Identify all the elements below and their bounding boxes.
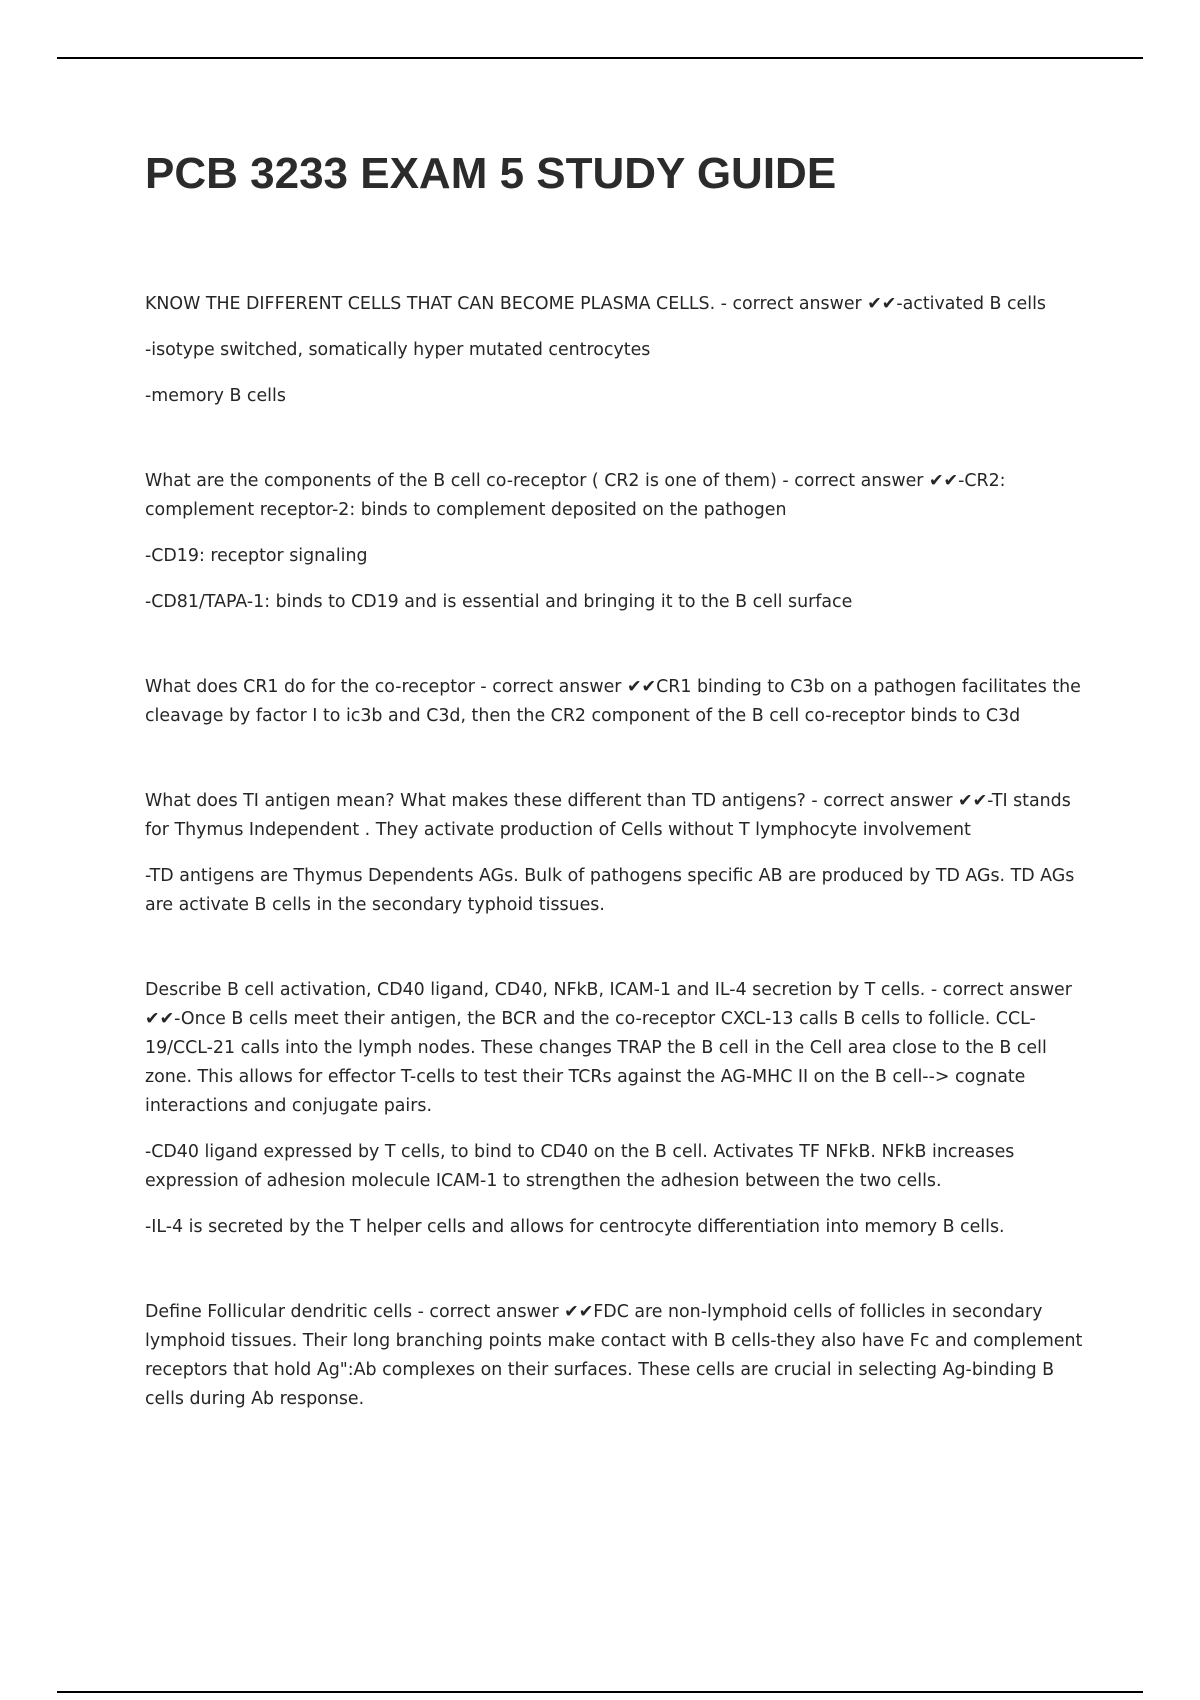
- qa-answer-line: -isotype switched, somatically hyper mutated centrocytes: [145, 340, 651, 360]
- qa-answer-line: -memory B cells: [145, 386, 286, 406]
- qa-item: [145, 1298, 1095, 1414]
- bottom-divider: [57, 1691, 1143, 1693]
- qa-question-answer: What are the components of the B cell co-receptor ( CR2 is one of them) - correct answer ✔✔-CR2: complement receptor-2: binds to complement deposited on the pathogen: [145, 471, 1006, 520]
- page-title: PCB 3233 EXAM 5 STUDY GUIDE: [145, 149, 837, 198]
- qa-question-answer: KNOW THE DIFFERENT CELLS THAT CAN BECOME PLASMA CELLS. - correct answer ✔✔-activated B cells: [145, 294, 1046, 314]
- qa-question-answer: What does CR1 do for the co-receptor - correct answer ✔✔CR1 binding to C3b on a pathogen facilitates the cleavage by factor I to ic3b and C3d, then the CR2 component of the B cell co-receptor binds to C3d: [145, 677, 1081, 726]
- qa-question-answer: Describe B cell activation, CD40 ligand, CD40, NFkB, ICAM-1 and IL-4 secretion by T cells. - correct answer ✔✔-Once B cells meet their antigen, the BCR and the co-receptor CXCL-13 calls B cells to follicle. CCL-19/CCL-21 calls into the lymph nodes. These changes TRAP the B cell in the Cell area close to the B cell zone. This allows for effector T-cells to test their TCRs against the AG-MHC II on the B cell--> cognate interactions and conjugate pairs.: [145, 980, 1072, 1116]
- qa-item: [145, 787, 1095, 920]
- qa-answer-line: -IL-4 is secreted by the T helper cells and allows for centrocyte differentiation into memory B cells.: [145, 1217, 1005, 1237]
- qa-item: [145, 976, 1095, 1242]
- qa-question-answer: Define Follicular dendritic cells - correct answer ✔✔FDC are non-lymphoid cells of follicles in secondary lymphoid tissues. Their long branching points make contact with B cells-they also have Fc and complement receptors that hold Ag":Ab complexes on their surfaces. These cells are crucial in selecting Ag-binding B cells during Ab response.: [145, 1302, 1083, 1409]
- qa-question-answer: What does TI antigen mean? What makes these different than TD antigens? - correct answer ✔✔-TI stands for Thymus Independent . They activate production of Cells without T lymphocyte involvement: [145, 791, 1071, 840]
- qa-answer-line: -CD81/TAPA-1: binds to CD19 and is essential and bringing it to the B cell surface: [145, 592, 853, 612]
- qa-item: [145, 673, 1095, 731]
- study-guide-body: [145, 290, 1095, 1470]
- qa-answer-line: -CD40 ligand expressed by T cells, to bind to CD40 on the B cell. Activates TF NFkB. NFkB increases expression of adhesion molecule ICAM-1 to strengthen the adhesion between the two cells.: [145, 1142, 1015, 1191]
- qa-item: [145, 290, 1095, 411]
- qa-answer-line: -TD antigens are Thymus Dependents AGs. Bulk of pathogens specific AB are produced by TD AGs. TD AGs are activate B cells in the secondary typhoid tissues.: [145, 866, 1075, 915]
- top-divider: [57, 57, 1143, 59]
- qa-item: [145, 467, 1095, 617]
- qa-answer-line: -CD19: receptor signaling: [145, 546, 368, 566]
